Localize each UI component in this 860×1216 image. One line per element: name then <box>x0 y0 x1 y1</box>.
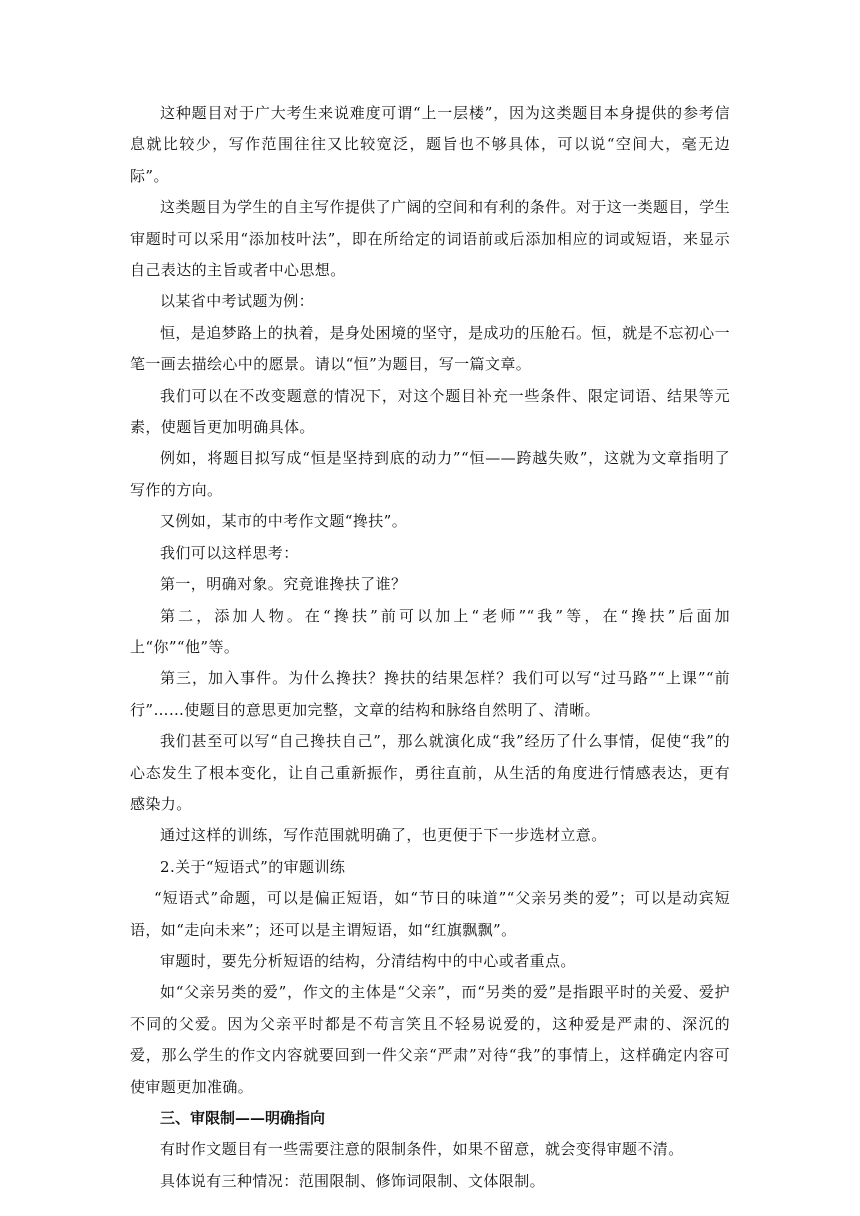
paragraph: 第三，加入事件。为什么搀扶？搀扶的结果怎样？我们可以写“过马路”“上课”“前行”……使题目的意思更加完整，文章的结构和脉络自然明了、清晰。 <box>130 669 730 719</box>
subsection-title: 2.关于“短语式”的审题训练 <box>160 857 346 876</box>
paragraph: 有时作文题目有一些需要注意的限制条件，如果不留意，就会变得审题不清。 <box>160 1140 684 1159</box>
section-heading: 三、审限制——明确指向 <box>160 1109 326 1127</box>
paragraph: 如“父亲另类的爱”，作文的主体是“父亲”，而“另类的爱”是指跟平时的关爱、爱护不同的父爱。因为父亲平时都是不苟言笑且不轻易说爱的，这种爱是严肃的、深沉的爱，那么学生的作文内容就要回到一件父亲“严肃”对待“我”的事情上，这样确定内容可使审题更加准确。 <box>130 983 730 1096</box>
paragraph: 第一，明确对象。究竟谁搀扶了谁？ <box>160 575 407 594</box>
paragraph: 通过这样的训练，写作范围就明确了，也更便于下一步选材立意。 <box>160 826 607 845</box>
paragraph: 我们可以在不改变题意的情况下，对这个题目补充一些条件、限定词语、结果等元素，使题旨更加明确具体。 <box>130 386 730 437</box>
paragraph: 第二，添加人物。在“搀扶”前可以加上“老师”“我”等，在“搀扶”后面加上“你”“他”等。 <box>130 606 730 656</box>
paragraph: 例如，将题目拟写成“恒是坚持到底的动力”“恒——跨越失败”，这就为文章指明了写作的方向。 <box>130 449 730 499</box>
paragraph: 审题时，要先分析短语的结构，分清结构中的中心或者重点。 <box>160 951 576 970</box>
paragraph: 我们可以这样思考： <box>160 543 299 562</box>
paragraph: 以某省中考试题为例： <box>160 292 315 311</box>
paragraph: 我们甚至可以写“自己搀扶自己”，那么就演化成“我”经历了什么事情，促使“我”的心态发生了根本变化，让自己重新振作，勇往直前，从生活的角度进行情感表达，更有感染力。 <box>130 732 730 813</box>
paragraph: 这类题目为学生的自主写作提供了广阔的空间和有利的条件。对于这一类题目，学生审题时可以采用“添加枝叶法”，即在所给定的词语前或后添加相应的词或短语，来显示自己表达的主旨或者中心思想。 <box>130 198 730 280</box>
paragraph: 恒，是追梦路上的执着，是身处困境的坚守，是成功的压舱石。恒，就是不忘初心一笔一画去描绘心中的愿景。请以“恒”为题目，写一篇文章。 <box>130 323 730 374</box>
paragraph: “短语式”命题，可以是偏正短语，如“节日的味道”“父亲另类的爱”；可以是动宾短语，如“走向未来”；还可以是主谓短语，如“红旗飘飘”。 <box>130 889 730 939</box>
document-body <box>130 98 730 1197</box>
paragraph: 具体说有三种情况：范围限制、修饰词限制、文体限制。 <box>160 1171 546 1190</box>
paragraph: 这种题目对于广大考生来说难度可谓“上一层楼”，因为这类题目本身提供的参考信息就比较少，写作范围往往又比较宽泛，题旨也不够具体，可以说“空间大，毫无边际”。 <box>130 104 730 185</box>
paragraph: 又例如，某市的中考作文题“搀扶”。 <box>160 512 408 531</box>
